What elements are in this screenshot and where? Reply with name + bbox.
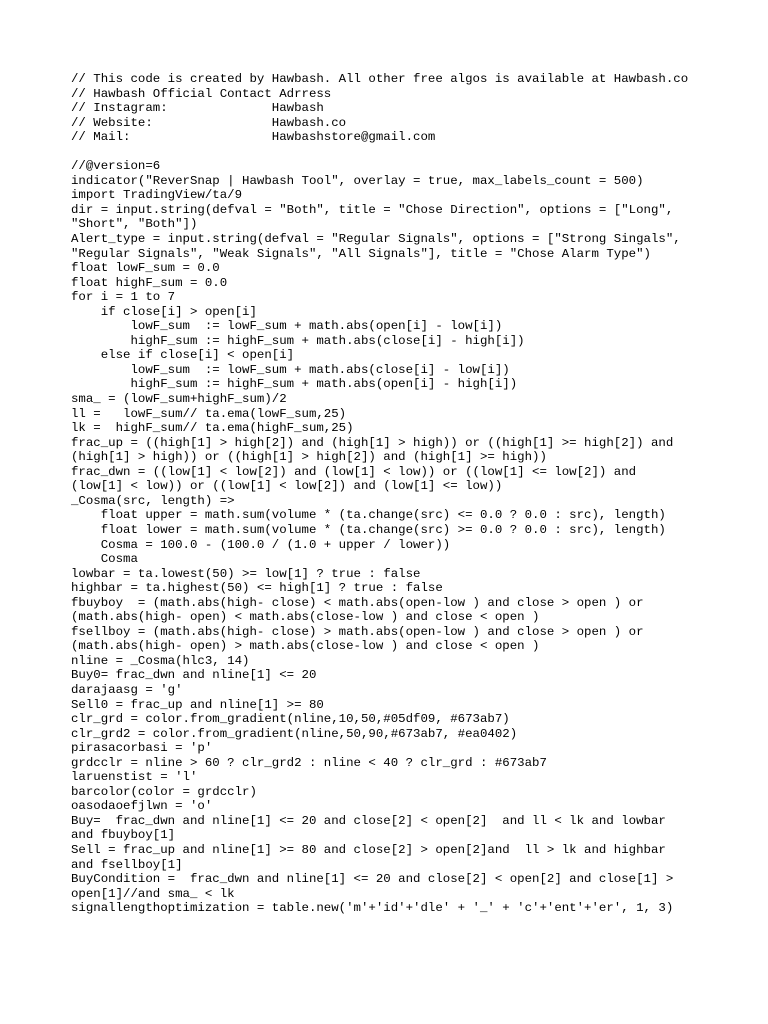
code-line: Sell0 = frac_up and nline[1] >= 80 <box>71 697 324 712</box>
code-line: ll = lowF_sum// ta.ema(lowF_sum,25) <box>71 406 347 421</box>
code-line: lowbar = ta.lowest(50) >= low[1] ? true : false <box>71 566 421 581</box>
code-line: Buy0= frac_dwn and nline[1] <= 20 <box>71 668 317 683</box>
code-line: lowF_sum := lowF_sum + math.abs(open[i] - low[i]) <box>71 319 503 334</box>
code-line: nline = _Cosma(hlc3, 14) <box>71 653 250 668</box>
code-line: // Instagram: Hawbash <box>71 101 324 116</box>
code-line: (low[1] < low)) or ((low[1] < low[2]) and (low[1] <= low)) <box>71 479 503 494</box>
code-line: laruenstist = 'l' <box>71 770 198 785</box>
code-line: // Mail: Hawbashstore@gmail.com <box>71 130 436 145</box>
code-line: (math.abs(high- open) < math.abs(close-low ) and close < open ) <box>71 610 540 625</box>
code-line: clr_grd2 = color.from_gradient(nline,50,90,#673ab7, #ea0402) <box>71 726 518 741</box>
code-line: and fbuyboy[1] <box>71 828 176 843</box>
code-line: float lower = math.sum(volume * (ta.change(src) >= 0.0 ? 0.0 : src), length) <box>71 522 666 537</box>
code-line: lowF_sum := lowF_sum + math.abs(close[i] - low[i]) <box>71 362 510 377</box>
code-line: Cosma <box>71 552 138 567</box>
code-line: and fsellboy[1] <box>71 857 183 872</box>
code-line: highF_sum := highF_sum + math.abs(close[i] - high[i]) <box>71 333 525 348</box>
code-line: else if close[i] < open[i] <box>71 348 295 363</box>
code-line: clr_grd = color.from_gradient(nline,10,50,#05df09, #673ab7) <box>71 712 510 727</box>
code-line: (high[1] > high)) or ((high[1] > high[2]) and (high[1] >= high)) <box>71 450 547 465</box>
code-line: // This code is created by Hawbash. All other free algos is available at Hawbash.co <box>71 72 689 86</box>
code-line: barcolor(color = grdcclr) <box>71 784 257 799</box>
code-line: fsellboy = (math.abs(high- close) > math.abs(open-low ) and close > open ) or <box>71 624 644 639</box>
code-line: dir = input.string(defval = "Both", title = "Chose Direction", options = ["Long", <box>71 202 674 217</box>
code-line: signallengthoptimization = table.new('m'+'id'+'dle' + '_' + 'c'+'ent'+'er', 1, 3) <box>71 901 674 916</box>
code-line: fbuyboy = (math.abs(high- close) < math.abs(open-low ) and close > open ) or <box>71 595 644 610</box>
code-line: indicator("ReverSnap | Hawbash Tool", overlay = true, max_labels_count = 500) <box>71 173 644 188</box>
code-line: open[1]//and sma_ < lk <box>71 886 235 901</box>
code-line: float upper = math.sum(volume * (ta.change(src) <= 0.0 ? 0.0 : src), length) <box>71 508 666 523</box>
code-listing <box>71 72 751 916</box>
code-line: frac_up = ((high[1] > high[2]) and (high[1] > high)) or ((high[1] >= high[2]) and <box>71 435 674 450</box>
code-line: darajaasg = 'g' <box>71 682 183 697</box>
code-line: // Hawbash Official Contact Adrress <box>71 86 332 101</box>
code-line: Buy= frac_dwn and nline[1] <= 20 and close[2] < open[2] and ll < lk and lowbar <box>71 813 666 828</box>
code-line: _Cosma(src, length) => <box>71 493 235 508</box>
code-line: pirasacorbasi = 'p' <box>71 741 213 756</box>
code-line: highF_sum := highF_sum + math.abs(open[i] - high[i]) <box>71 377 518 392</box>
code-line: float highF_sum = 0.0 <box>71 275 228 290</box>
code-line: Alert_type = input.string(defval = "Regular Signals", options = ["Strong Singals", <box>71 232 681 247</box>
code-line: frac_dwn = ((low[1] < low[2]) and (low[1] < low)) or ((low[1] <= low[2]) and <box>71 464 637 479</box>
code-line: float lowF_sum = 0.0 <box>71 261 220 276</box>
code-line: Cosma = 100.0 - (100.0 / (1.0 + upper / lower)) <box>71 537 451 552</box>
code-line: sma_ = (lowF_sum+highF_sum)/2 <box>71 392 287 407</box>
code-line: if close[i] > open[i] <box>71 304 257 319</box>
code-line: import TradingView/ta/9 <box>71 188 243 203</box>
blank-line <box>71 145 751 160</box>
code-line: BuyCondition = frac_dwn and nline[1] <= 20 and close[2] < open[2] and close[1] > <box>71 872 674 887</box>
code-line: highbar = ta.highest(50) <= high[1] ? true : false <box>71 581 443 596</box>
code-line: // Website: Hawbash.co <box>71 115 347 130</box>
code-line: "Short", "Both"]) <box>71 217 198 232</box>
code-line: "Regular Signals", "Weak Signals", "All Signals"], title = "Chose Alarm Type") <box>71 246 651 261</box>
code-line: for i = 1 to 7 <box>71 290 176 305</box>
code-line: grdcclr = nline > 60 ? clr_grd2 : nline < 40 ? clr_grd : #673ab7 <box>71 755 547 770</box>
code-line: (math.abs(high- open) > math.abs(close-low ) and close < open ) <box>71 639 540 654</box>
code-line: oasodaoefjlwn = 'o' <box>71 799 213 814</box>
code-line: Sell = frac_up and nline[1] >= 80 and close[2] > open[2]and ll > lk and highbar <box>71 842 666 857</box>
code-line: //@version=6 <box>71 159 161 174</box>
code-line: lk = highF_sum// ta.ema(highF_sum,25) <box>71 421 354 436</box>
